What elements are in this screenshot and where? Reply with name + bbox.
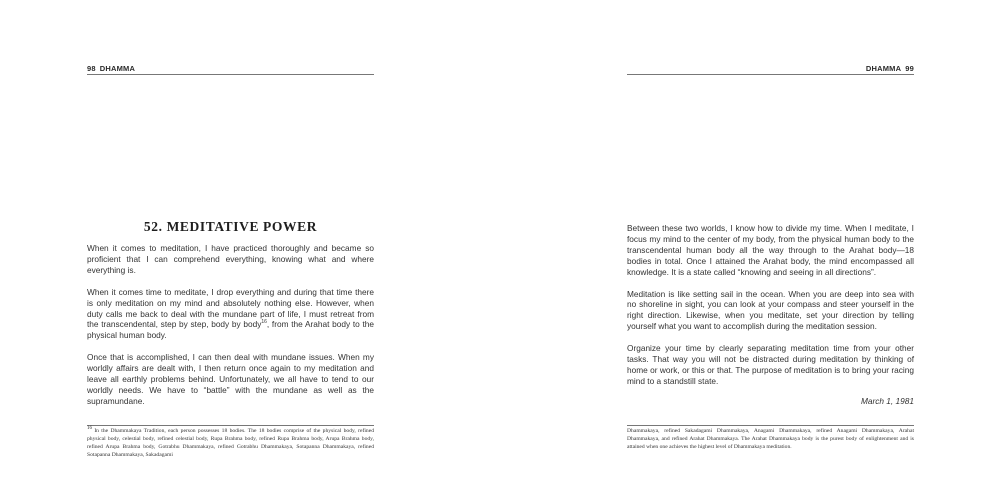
paragraph-text: When it comes time to meditate, I drop everything and during that time there is only meditation on my mind and absolutely nothing else. However, when duty calls me back to deal with the mundane part of life, I must retreat from the transcendental, step by step, body by body — [87, 286, 374, 330]
footnote — [87, 427, 374, 459]
paragraph: Meditation is like setting sail in the ocean. When you are deep into sea with no shoreline in sight, you can look at your compass and steer yourself in the right direction. Likewise, when you meditate, set your direction by telling yourself what you want to accomplish during the meditation session. — [627, 288, 914, 332]
paragraph: Organize your time by clearly separating meditation time from your other tasks. That way you will not be distracted during meditation by thinking of home or work, or this or that. The purpose of meditation is to bring your racing mind to a standstill state. — [627, 343, 914, 386]
footnote-marker: 16 — [261, 319, 267, 326]
running-title: DHAMMA — [865, 64, 902, 73]
date-line: March 1, 1981 — [860, 395, 914, 406]
paragraph: When it comes to meditation, I have practiced thoroughly and became so proficient that I can comprehend everything, knowing what and where everything is. — [87, 243, 374, 275]
footnote-number: 16 — [87, 426, 92, 432]
left-page-header — [87, 64, 374, 75]
paragraph: Once that is accomplished, I can then deal with mundane issues. When my worldly affairs are dealt with, I then return once again to my meditation and leave all earthly problems behind. Unfortunately, we all have to tend to our worldly needs. We have to “battle” with the mundane as well as the supramundane. — [87, 352, 374, 406]
left-body-text — [87, 243, 374, 418]
right-body-text — [627, 223, 914, 418]
right-page-header — [627, 64, 914, 75]
paragraph-text-tail: , from the Arahat body to the physical human body. — [87, 319, 374, 341]
footnote-text: In the Dhammakaya Tradition, each person possesses 18 bodies. The 18 bodies comprise of the physical body, refined physical body, celestial body, refined celestial body, Rupa Brahma body, refined Rupa Brahma body, Arupa Brahma body, refined Arupa Brahma body, Gotrabhu Dhammakaya, refined Gotrabhu Dhammakaya, Sotapanna Dhammakaya, refined Sotapanna Dhammakaya, Sakadagami — [87, 428, 374, 458]
running-title: DHAMMA — [99, 64, 136, 73]
left-page — [87, 0, 374, 500]
footnote-divider — [627, 425, 914, 426]
right-page — [627, 0, 914, 500]
footnote-divider — [87, 425, 374, 426]
paragraph — [87, 287, 374, 342]
chapter-title: 52. MEDITATIVE POWER — [143, 219, 318, 234]
page-number: 99 — [905, 64, 914, 73]
paragraph: Between these two worlds, I know how to divide my time. When I meditate, I focus my mind to the center of my body, from the physical human body to the transcendental human body all the way through to the Arahat body—18 bodies in total. Once I attained the Arahat body, the mind encompassed all knowledge. It is a state called “knowing and seeing in all directions”. — [627, 223, 914, 277]
page-number: 98 — [87, 64, 96, 73]
footnote-continued: Dhammakaya, refined Sakadagami Dhammakaya, Anagami Dhammakaya, refined Anagami Dhammakaya, Arahat Dhammakaya, and refined Arahat Dhammakaya. The Arahat Dhammakaya body is the purest body of enlightenment and is attained when one achieves the highest level of Dhammakaya meditation. — [627, 428, 914, 450]
